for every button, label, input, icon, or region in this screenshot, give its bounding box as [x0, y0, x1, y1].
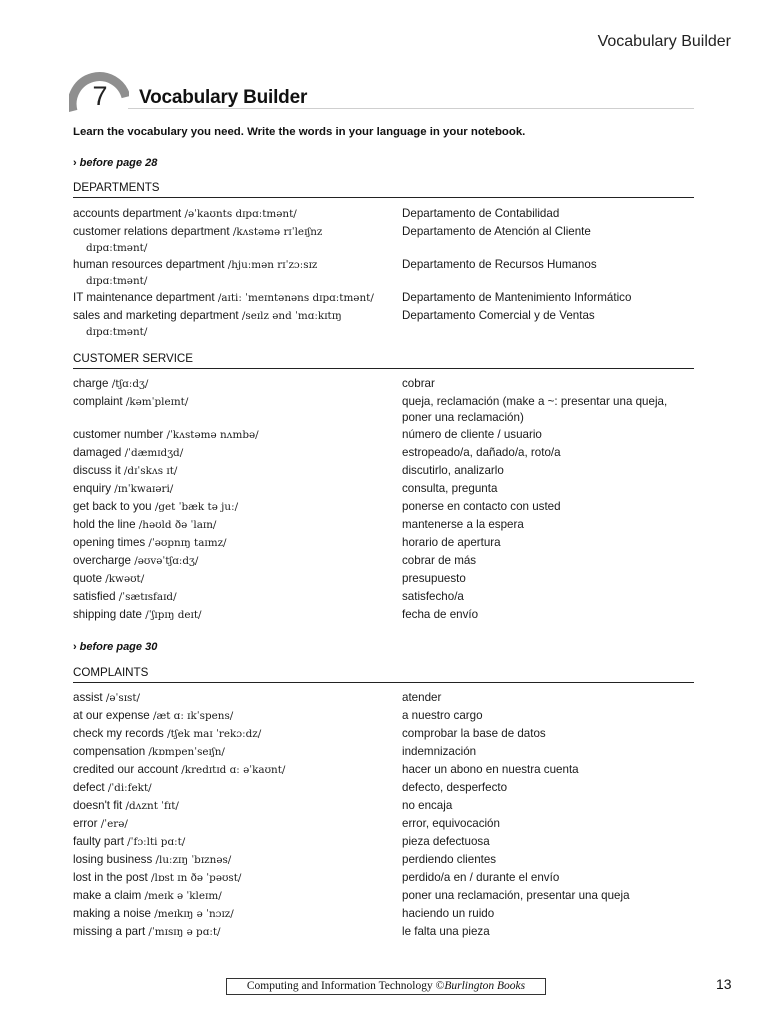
- vocab-term-cell: [73, 780, 398, 796]
- vocab-term-cell: [73, 394, 398, 410]
- vocab-term: complaint: [73, 395, 123, 408]
- vocab-translation: estropeado/a, dañado/a, roto/a: [402, 446, 561, 459]
- vocab-pronunciation: /ˈəʊpnɪŋ taɪmz/: [148, 537, 227, 549]
- page-marker: [73, 157, 157, 169]
- vocab-term: making a noise: [73, 907, 151, 920]
- vocab-pronunciation: /ˈdæmɪdʒd/: [124, 447, 184, 459]
- vocab-term-cell: [73, 257, 398, 289]
- vocab-pronunciation: /ˈfɔːlti pɑːt/: [127, 836, 186, 848]
- vocab-term: IT maintenance department: [73, 291, 215, 304]
- running-head-title: Vocabulary Builder: [597, 33, 731, 50]
- vocab-translation: ponerse en contacto con usted: [402, 500, 561, 513]
- page-marker: [73, 641, 157, 653]
- vocab-term-cell: [73, 888, 398, 904]
- vocab-term: shipping date: [73, 608, 142, 621]
- vocab-term: customer relations department: [73, 225, 230, 238]
- vocab-term: hold the line: [73, 518, 136, 531]
- vocab-pronunciation: /meɪkɪŋ ə ˈnɔɪz/: [154, 908, 234, 920]
- vocab-term-cell: [73, 535, 398, 551]
- vocab-translation: fecha de envío: [402, 608, 479, 621]
- vocab-pronunciation: /tʃɑːdʒ/: [111, 378, 149, 390]
- vocab-pronunciation: /ˈmɪsɪŋ ə pɑːt/: [148, 926, 221, 938]
- vocab-pronunciation: /æt ɑː ɪkˈspens/: [152, 710, 234, 722]
- vocab-term: get back to you: [73, 500, 152, 513]
- vocab-translation: discutirlo, analizarlo: [402, 464, 504, 477]
- vocab-term: damaged: [73, 446, 122, 459]
- vocab-pronunciation-continued: dɪpɑːtmənt/: [86, 275, 148, 287]
- section-heading: COMPLAINTS: [73, 666, 694, 683]
- vocab-term-cell: [73, 690, 398, 706]
- vocab-translation: pieza defectuosa: [402, 835, 490, 848]
- vocab-pronunciation: /kəmˈpleɪnt/: [125, 396, 189, 408]
- vocab-term-cell: [73, 290, 398, 306]
- vocab-translation: satisfecho/a: [402, 590, 464, 603]
- vocab-term-cell: [73, 816, 398, 832]
- vocab-pronunciation: /əˈkaʊnts dɪpɑːtmənt/: [184, 208, 297, 220]
- section-heading: DEPARTMENTS: [73, 181, 694, 198]
- vocab-term-cell: [73, 427, 398, 443]
- vocab-translation: poner una reclamación, presentar una queja: [402, 889, 630, 902]
- vocab-term: faulty part: [73, 835, 124, 848]
- vocab-translation: cobrar de más: [402, 554, 477, 567]
- vocab-translation: a nuestro cargo: [402, 709, 483, 722]
- vocab-pronunciation-continued: dɪpɑːtmənt/: [86, 242, 148, 254]
- vocab-term-cell: [73, 206, 398, 222]
- vocab-term-cell: [73, 924, 398, 940]
- vocab-term: opening times: [73, 536, 146, 549]
- vocab-term-cell: [73, 445, 398, 461]
- vocab-pronunciation: /luːzɪŋ ˈbɪznəs/: [155, 854, 232, 866]
- vocab-translation: perdiendo clientes: [402, 853, 497, 866]
- vocab-translation: consulta, pregunta: [402, 482, 498, 495]
- vocab-term-cell: [73, 553, 398, 569]
- vocab-term-cell: [73, 726, 398, 742]
- vocab-translation: atender: [402, 691, 442, 704]
- vocab-term-cell: [73, 852, 398, 868]
- vocab-translation: presupuesto: [402, 572, 466, 585]
- vocab-term-cell: [73, 517, 398, 533]
- vocab-term: quote: [73, 572, 103, 585]
- vocab-pronunciation: /kredɪtɪd ɑː əˈkaʊnt/: [181, 764, 286, 776]
- title-rule: [128, 108, 694, 109]
- chevron-right-icon: ›: [73, 641, 77, 653]
- vocab-translation: error, equivocación: [402, 817, 500, 830]
- vocab-pronunciation: /lɒst ɪn ðə ˈpəʊst/: [151, 872, 242, 884]
- vocab-pronunciation-continued: dɪpɑːtmənt/: [86, 326, 148, 338]
- vocab-term-cell: [73, 762, 398, 778]
- vocab-pronunciation: /ˈʃɪpɪŋ deɪt/: [145, 609, 202, 621]
- vocab-pronunciation: /seɪlz ənd ˈmɑːkɪtɪŋ: [241, 310, 342, 322]
- vocab-term-cell: [73, 571, 398, 587]
- vocab-term: compensation: [73, 745, 146, 758]
- vocab-term-cell: [73, 708, 398, 724]
- vocab-translation: horario de apertura: [402, 536, 501, 549]
- vocab-term-cell: [73, 481, 398, 497]
- vocab-term-cell: [73, 906, 398, 922]
- vocab-term: losing business: [73, 853, 153, 866]
- footer-publisher: Burlington Books: [444, 980, 526, 992]
- vocab-translation: comprobar la base de datos: [402, 727, 546, 740]
- vocab-term: credited our account: [73, 763, 179, 776]
- vocab-term-cell: [73, 870, 398, 886]
- vocab-term-cell: [73, 589, 398, 605]
- vocab-term: accounts department: [73, 207, 182, 220]
- vocab-term: make a claim: [73, 889, 142, 902]
- vocab-translation: mantenerse a la espera: [402, 518, 524, 531]
- footer-credit: [226, 978, 546, 995]
- unit-title: Vocabulary Builder: [139, 87, 308, 108]
- vocab-pronunciation: /dʌznt ˈfɪt/: [125, 800, 179, 812]
- vocab-pronunciation: /tʃek maɪ ˈrekɔːdz/: [167, 728, 262, 740]
- vocab-term-cell: [73, 224, 398, 256]
- unit-badge: [69, 67, 129, 119]
- vocab-term: error: [73, 817, 98, 830]
- vocab-term-cell: [73, 308, 398, 340]
- vocab-pronunciation: /ˈerə/: [100, 818, 128, 830]
- vocab-term: overcharge: [73, 554, 132, 567]
- vocab-term: doesn't fit: [73, 799, 123, 812]
- unit-number: 7: [92, 81, 108, 111]
- vocab-term-cell: [73, 744, 398, 760]
- vocab-pronunciation: /kʌstəmə rɪˈleɪʃnz: [232, 226, 323, 238]
- vocab-translation: le falta una pieza: [402, 925, 490, 938]
- vocab-translation: número de cliente / usuario: [402, 428, 542, 441]
- vocab-term-cell: [73, 499, 398, 515]
- vocab-pronunciation: /ˈkʌstəmə nʌmbə/: [166, 429, 259, 441]
- vocab-translation: Departamento Comercial y de Ventas: [402, 309, 595, 322]
- vocab-term: satisfied: [73, 590, 116, 603]
- vocab-pronunciation: /həʊld ðə ˈlaɪn/: [138, 519, 217, 531]
- vocab-term: discuss it: [73, 464, 121, 477]
- vocab-term-cell: [73, 463, 398, 479]
- vocab-translation: queja, reclamación (make a ~: presentar una queja, poner una reclamación): [402, 395, 668, 424]
- vocab-term: missing a part: [73, 925, 146, 938]
- vocab-pronunciation: /dɪˈskʌs ɪt/: [123, 465, 178, 477]
- vocab-translation: indemnización: [402, 745, 477, 758]
- vocab-translation: Departamento de Mantenimiento Informático: [402, 291, 632, 304]
- page-number: 13: [716, 976, 732, 992]
- vocab-term-cell: [73, 607, 398, 623]
- footer-book: Computing and Information Technology ©: [246, 980, 445, 992]
- vocab-translation: Departamento de Recursos Humanos: [402, 258, 597, 271]
- vocab-term: check my records: [73, 727, 164, 740]
- vocab-pronunciation: /əˈsɪst/: [105, 692, 141, 704]
- vocab-translation: haciendo un ruido: [402, 907, 495, 920]
- vocab-translation: defecto, desperfecto: [402, 781, 508, 794]
- vocab-term-cell: [73, 376, 398, 392]
- vocab-pronunciation: /hjuːmən rɪˈzɔːsɪz: [227, 259, 318, 271]
- vocab-term: human resources department: [73, 258, 225, 271]
- page-marker-label: before page 28: [79, 157, 158, 169]
- vocab-translation: hacer un abono en nuestra cuenta: [402, 763, 579, 776]
- intro-instruction: Learn the vocabulary you need. Write the words in your language in your notebook.: [73, 126, 526, 138]
- vocab-term: charge: [73, 377, 109, 390]
- vocab-translation: Departamento de Contabilidad: [402, 207, 560, 220]
- vocab-translation: cobrar: [402, 377, 435, 390]
- vocab-translation: Departamento de Atención al Cliente: [402, 225, 591, 238]
- page-marker-label: before page 30: [79, 641, 158, 653]
- vocab-translation: no encaja: [402, 799, 453, 812]
- vocab-term: at our expense: [73, 709, 150, 722]
- vocab-term: lost in the post: [73, 871, 148, 884]
- vocab-pronunciation: /kɒmpenˈseɪʃn/: [148, 746, 225, 758]
- vocab-term: customer number: [73, 428, 164, 441]
- vocab-translation: perdido/a en / durante el envío: [402, 871, 560, 884]
- vocab-term-cell: [73, 798, 398, 814]
- vocab-pronunciation: /meɪk ə ˈkleɪm/: [144, 890, 222, 902]
- vocab-pronunciation: /ɪnˈkwaɪəri/: [114, 483, 174, 495]
- vocab-pronunciation: /aɪtiː ˈmeɪntənəns dɪpɑːtmənt/: [217, 292, 374, 304]
- vocab-pronunciation: /get ˈbæk tə juː/: [154, 501, 239, 513]
- vocab-term: enquiry: [73, 482, 112, 495]
- vocab-pronunciation: /əʊvəˈtʃɑːdʒ/: [134, 555, 199, 567]
- chevron-right-icon: ›: [73, 157, 77, 169]
- vocab-term: sales and marketing department: [73, 309, 239, 322]
- vocab-pronunciation: /ˈsætɪsfaɪd/: [118, 591, 177, 603]
- section-heading: CUSTOMER SERVICE: [73, 352, 694, 369]
- vocab-pronunciation: /ˈdiːfekt/: [107, 782, 152, 794]
- vocab-term: assist: [73, 691, 103, 704]
- vocab-pronunciation: /kwəʊt/: [105, 573, 145, 585]
- vocab-term-cell: [73, 834, 398, 850]
- vocab-term: defect: [73, 781, 105, 794]
